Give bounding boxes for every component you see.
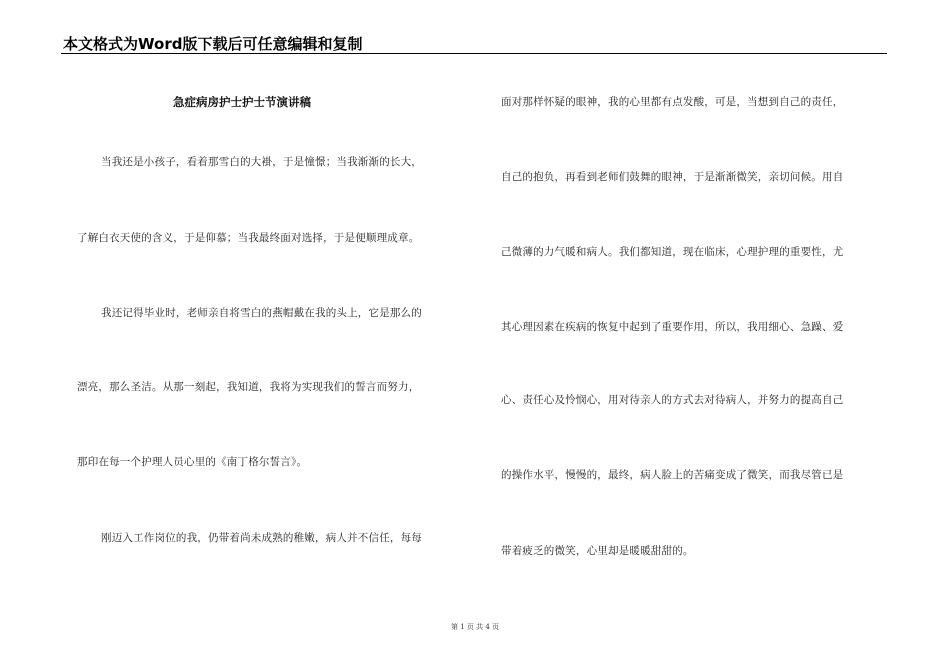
header-divider bbox=[61, 53, 887, 54]
right-line-2: 自己的抱负，再看到老师们鼓舞的眼神，于是渐渐微笑，亲切问候。用自 bbox=[501, 171, 844, 183]
left-line-4: 漂亮，那么圣洁。从那一刻起，我知道，我将为实现我们的誓言而努力， bbox=[77, 381, 420, 393]
document-title: 急症病房护士护士节演讲稿 bbox=[173, 95, 311, 109]
left-line-5: 那印在每一个护理人员心里的《南丁格尔誓言》。 bbox=[77, 456, 308, 468]
left-line-1: 当我还是小孩子，看着那雪白的大褂，于是憧憬；当我渐渐的长大， bbox=[101, 156, 422, 168]
header-title: 本文格式为Word版下载后可任意编辑和复制 bbox=[63, 35, 363, 53]
left-line-2: 了解白衣天使的含义，于是仰慕；当我最终面对选择，于是便顺理成章。 bbox=[77, 232, 420, 244]
right-line-3: 己微薄的力气暖和病人。我们都知道，现在临床，心理护理的重要性，尤 bbox=[501, 246, 844, 258]
right-line-4: 其心理因素在疾病的恢复中起到了重要作用，所以，我用细心、急躁、爱 bbox=[501, 321, 844, 333]
left-line-6: 刚迈入工作岗位的我，仍带着尚未成熟的稚嫩，病人并不信任，每每 bbox=[101, 532, 422, 544]
page-number: 第 1 页 共 4 页 bbox=[450, 623, 500, 631]
right-line-5: 心、责任心及怜悯心，用对待亲人的方式去对待病人，并努力的提高自己 bbox=[501, 394, 844, 406]
right-line-6: 的操作水平，慢慢的，最终，病人脸上的苦痛变成了微笑，而我尽管已是 bbox=[501, 469, 844, 481]
right-line-1: 面对那样怀疑的眼神，我的心里都有点发酸，可是，当想到自己的责任， bbox=[501, 96, 844, 108]
left-line-3: 我还记得毕业时，老师亲自将雪白的燕帽戴在我的头上，它是那么的 bbox=[101, 307, 422, 319]
right-line-7: 带着疲乏的微笑，心里却是暖暖甜甜的。 bbox=[501, 545, 694, 557]
